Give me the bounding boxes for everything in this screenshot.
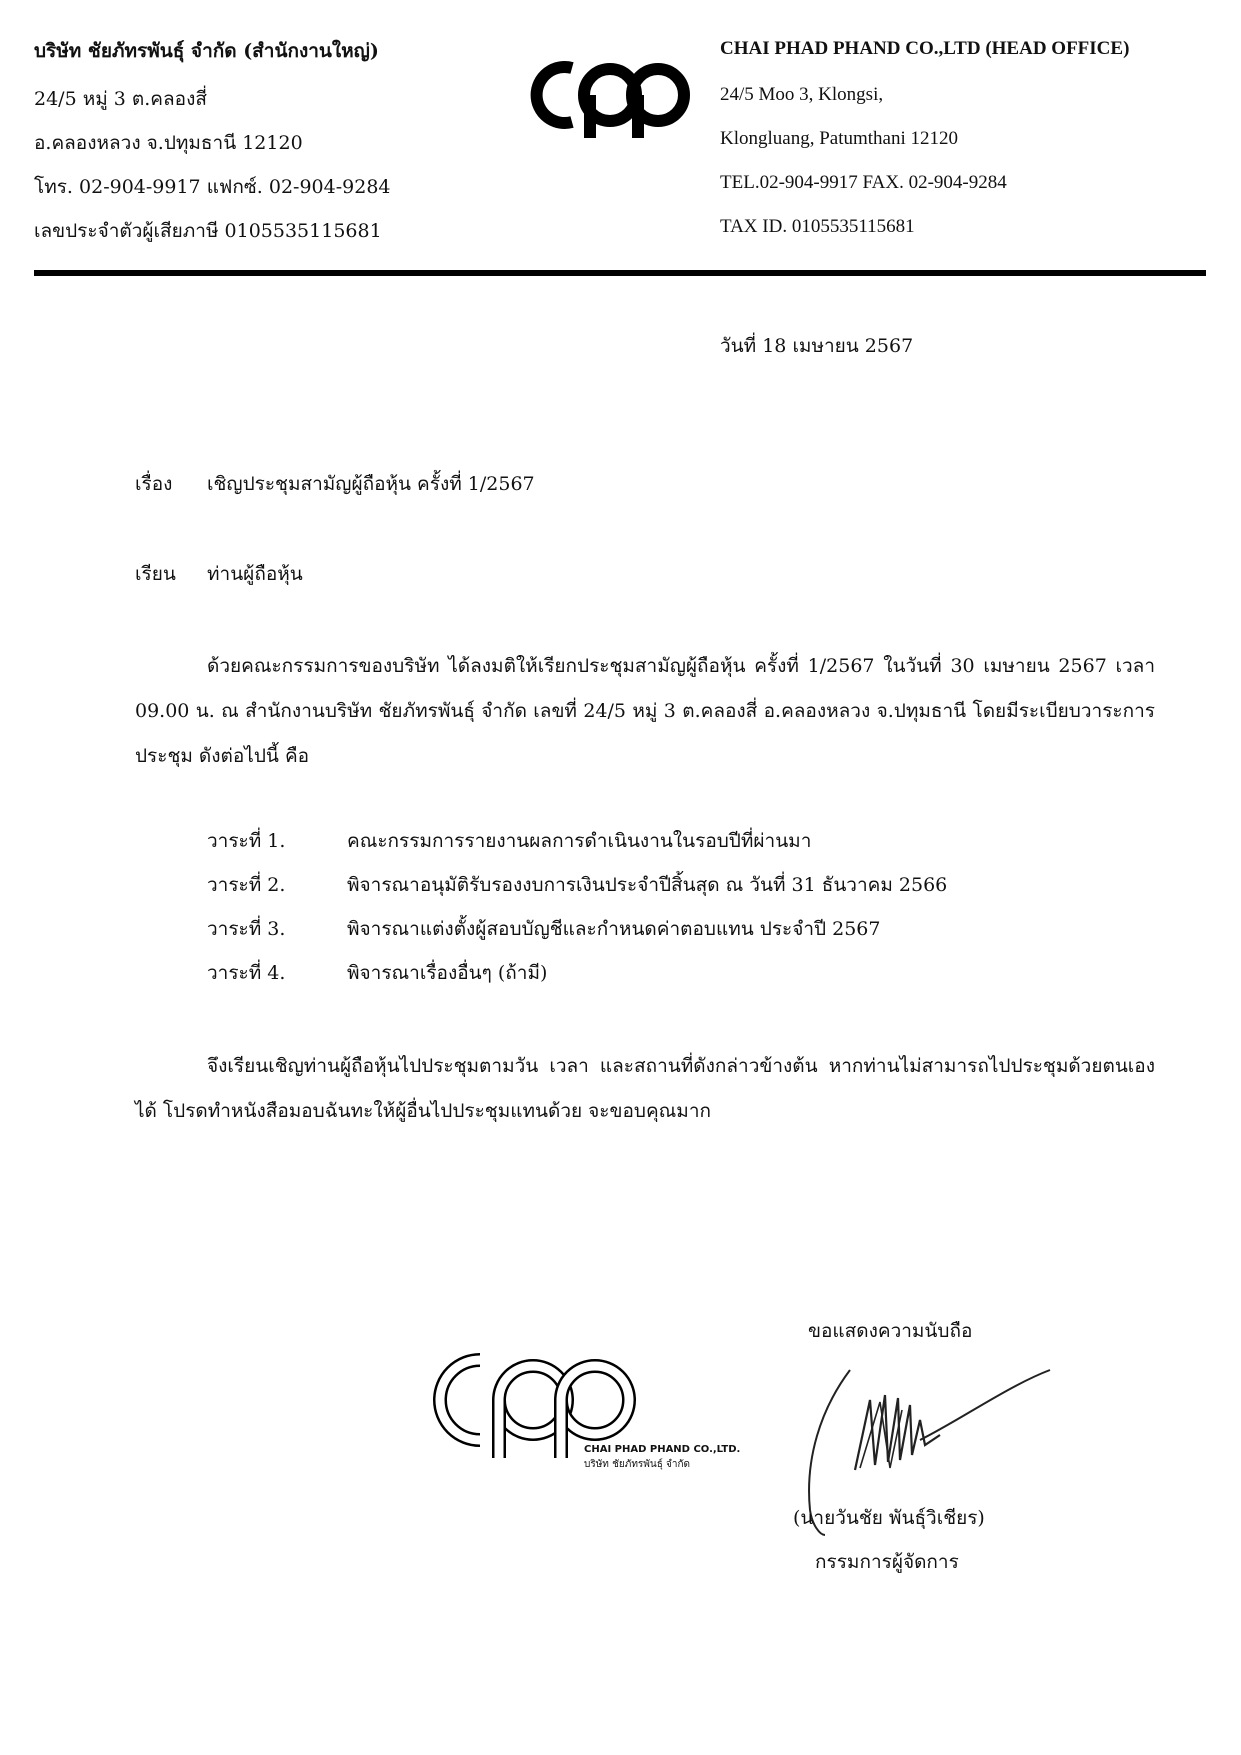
agenda-number: วาระที่ 1. — [207, 830, 286, 852]
letter-date: วันที่ 18 เมษายน 2567 — [720, 335, 914, 357]
en-company-name: CHAI PHAD PHAND CO.,LTD (HEAD OFFICE) — [720, 38, 1130, 59]
thai-company-name: บริษัท ชัยภัทรพันธุ์ จำกัด (สำนักงานใหญ่) — [34, 40, 379, 62]
agenda-item — [207, 958, 547, 988]
body-paragraph-1: ด้วยคณะกรรมการของบริษัท ได้ลงมติให้เรียกประชุมสามัญผู้ถือหุ้น ครั้งที่ 1/2567 ในวันที่ 30 เมษายน 2567 เวลา 09.00 น. ณ สำนักงานบริษัท ชัยภัทรพันธุ์ จำกัด เลขที่ 24/5 หมู่ 3 ต.คลองสี่ อ.คลองหลวง จ.ปทุมธานี โดยมีระเบียบวาระการประชุม ดังต่อไปนี้ คือ — [135, 655, 1155, 767]
en-phone: TEL.02-904-9917 FAX. 02-904-9284 — [720, 172, 1007, 193]
header-divider — [34, 270, 1206, 276]
agenda-number: วาระที่ 4. — [207, 962, 286, 984]
stamp-line2: บริษัท ชัยภัทรพันธุ์ จำกัด — [584, 1459, 691, 1470]
stamp-line1: CHAI PHAD PHAND CO.,LTD. — [584, 1444, 741, 1455]
thai-phone: โทร. 02-904-9917 แฟกซ์. 02-904-9284 — [34, 176, 391, 198]
thai-taxid: เลขประจำตัวผู้เสียภาษี 0105535115681 — [34, 220, 382, 242]
to-text: ท่านผู้ถือหุ้น — [207, 563, 303, 585]
agenda-number: วาระที่ 2. — [207, 874, 286, 896]
agenda-item — [207, 870, 947, 900]
agenda-number: วาระที่ 3. — [207, 918, 286, 940]
thai-address-line2: อ.คลองหลวง จ.ปทุมธานี 12120 — [34, 132, 303, 154]
agenda-item — [207, 914, 880, 944]
signer-title: กรรมการผู้จัดการ — [815, 1551, 959, 1573]
en-address-line1: 24/5 Moo 3, Klongsi, — [720, 84, 884, 105]
thai-address-line1: 24/5 หมู่ 3 ต.คลองสี่ — [34, 88, 207, 110]
subject-text: เชิญประชุมสามัญผู้ถือหุ้น ครั้งที่ 1/2567 — [207, 473, 535, 495]
en-address-line2: Klongluang, Patumthani 12120 — [720, 128, 959, 149]
agenda-text: คณะกรรมการรายงานผลการดำเนินงานในรอบปีที่ผ่านมา — [347, 830, 812, 852]
agenda-item — [207, 826, 811, 856]
cpp-logo-icon — [530, 50, 690, 140]
agenda-text: พิจารณาเรื่องอื่นๆ (ถ้ามี) — [347, 962, 548, 984]
en-taxid: TAX ID. 0105535115681 — [720, 216, 915, 237]
signer-name: (นายวันชัย พันธุ์วิเชียร) — [793, 1507, 985, 1529]
closing-text: ขอแสดงความนับถือ — [808, 1320, 973, 1342]
agenda-text: พิจารณาอนุมัติรับรองงบการเงินประจำปีสิ้นสุด ณ วันที่ 31 ธันวาคม 2566 — [347, 874, 948, 896]
agenda-text: พิจารณาแต่งตั้งผู้สอบบัญชีและกำหนดค่าตอบแทน ประจำปี 2567 — [347, 918, 881, 940]
subject-label: เรื่อง — [135, 473, 173, 495]
to-label: เรียน — [135, 563, 176, 585]
company-logo — [530, 50, 690, 144]
body-paragraph-2: จึงเรียนเชิญท่านผู้ถือหุ้นไปประชุมตามวัน เวลา และสถานที่ดังกล่าวข้างต้น หากท่านไม่สามารถไปประชุมด้วยตนเองได้ โปรดทำหนังสือมอบฉันทะให้ผู้อื่นไปประชุมแทนด้วย จะขอบคุณมาก — [135, 1055, 1155, 1122]
cpp-stamp-logo-icon — [425, 1340, 645, 1460]
